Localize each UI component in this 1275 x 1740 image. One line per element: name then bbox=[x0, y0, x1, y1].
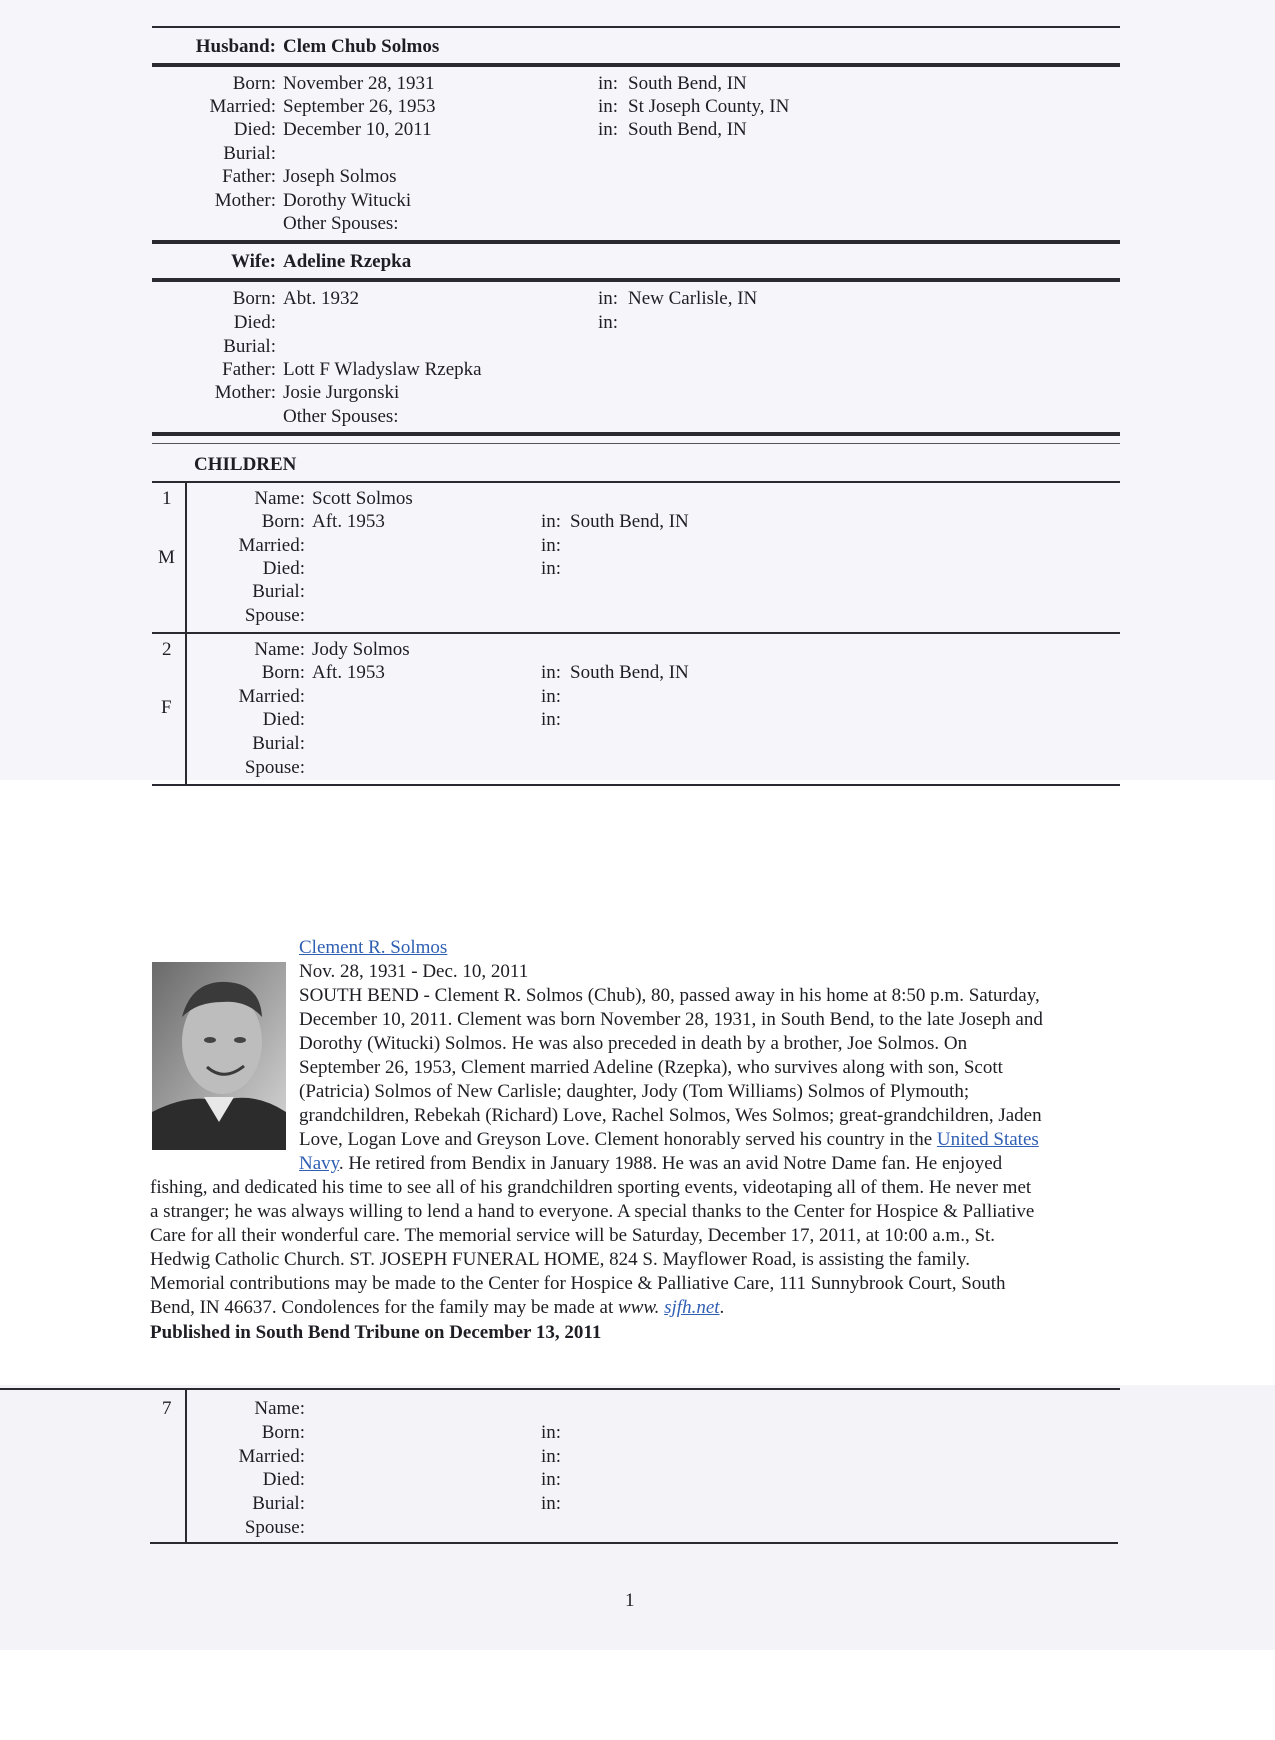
obituary-line: a stranger; he was always willing to lend a hand to everyone. A special thanks to the Center for Hospice & Palliative bbox=[150, 1201, 1035, 1222]
born-label: Born: bbox=[232, 288, 276, 309]
obituary-text: . bbox=[719, 1297, 725, 1318]
mother-label: Mother: bbox=[214, 190, 276, 211]
married-place-label: in: bbox=[541, 535, 562, 556]
obituary-name-link[interactable]: Clement R. Solmos bbox=[299, 937, 448, 958]
born-place-label: in: bbox=[541, 511, 562, 532]
married-place-label: in: bbox=[598, 96, 619, 117]
rule bbox=[152, 481, 1120, 483]
obituary-line: December 10, 2011. Clement was born November 28, 1931, in South Bend, to the late Joseph and bbox=[299, 1009, 1043, 1030]
obituary-line bbox=[299, 1128, 1039, 1152]
rule bbox=[152, 240, 1120, 244]
burial-label: Burial: bbox=[223, 143, 276, 164]
child-number: 2 bbox=[162, 639, 172, 660]
obituary-text: Love, Logan Love and Greyson Love. Clement honorably served his country in the bbox=[299, 1129, 937, 1150]
married-value: September 26, 1953 bbox=[283, 96, 436, 117]
married-label: Married: bbox=[238, 686, 305, 707]
spouse-label: Spouse: bbox=[244, 757, 305, 778]
born-place: New Carlisle, IN bbox=[628, 288, 758, 309]
burial-label: Burial: bbox=[252, 1493, 305, 1514]
page-number: 1 bbox=[625, 1590, 635, 1611]
family-group-sheet-bottom bbox=[0, 1385, 1275, 1650]
other-spouses-label: Other Spouses: bbox=[283, 213, 399, 234]
born-place-label: in: bbox=[598, 288, 619, 309]
obituary-line: Memorial contributions may be made to the Center for Hospice & Palliative Care, 111 Sunnybrook Court, South bbox=[150, 1273, 1006, 1294]
obituary-line: September 26, 1953, Clement married Adeline (Rzepka), who survives along with son, Scott bbox=[299, 1057, 1003, 1078]
rule bbox=[152, 784, 1120, 786]
died-label: Died: bbox=[262, 709, 305, 730]
name-label: Name: bbox=[254, 639, 305, 660]
obituary-text: Bend, IN 46637. Condolences for the family may be made at bbox=[150, 1297, 619, 1318]
father-value: Joseph Solmos bbox=[283, 166, 397, 187]
obituary-line: grandchildren, Rebekah (Richard) Love, Rachel Solmos, Wes Solmos; great-grandchildren, Jaden bbox=[299, 1105, 1042, 1126]
rule bbox=[152, 432, 1120, 436]
name-value: Scott Solmos bbox=[312, 488, 413, 509]
born-place-label: in: bbox=[541, 662, 562, 683]
obituary-line: Hedwig Catholic Church. ST. JOSEPH FUNERAL HOME, 824 S. Mayflower Road, is assisting the family. bbox=[150, 1249, 970, 1270]
child-divider bbox=[185, 1390, 187, 1542]
spouse-label: Spouse: bbox=[244, 1517, 305, 1538]
rule bbox=[0, 1388, 1120, 1390]
born-place: South Bend, IN bbox=[570, 662, 689, 683]
died-place-label: in: bbox=[598, 119, 619, 140]
died-place: South Bend, IN bbox=[628, 119, 747, 140]
married-label: Married: bbox=[209, 96, 276, 117]
portrait-image bbox=[152, 962, 286, 1150]
rule bbox=[152, 443, 1120, 444]
born-label: Born: bbox=[261, 511, 305, 532]
married-place: St Joseph County, IN bbox=[628, 96, 790, 117]
child-divider bbox=[185, 633, 187, 785]
sjfh-link[interactable]: sjfh.net bbox=[664, 1297, 720, 1318]
obituary-line: SOUTH BEND - Clement R. Solmos (Chub), 80, passed away in his home at 8:50 p.m. Saturday, bbox=[299, 985, 1040, 1006]
died-place-label: in: bbox=[541, 709, 562, 730]
obituary-line: (Patricia) Solmos of New Carlisle; daughter, Jody (Tom Williams) Solmos of Plymouth; bbox=[299, 1081, 970, 1102]
rule bbox=[152, 632, 1120, 634]
burial-label: Burial: bbox=[252, 581, 305, 602]
married-place-label: in: bbox=[541, 686, 562, 707]
born-label: Born: bbox=[261, 1422, 305, 1443]
rule bbox=[152, 63, 1120, 67]
father-label: Father: bbox=[222, 359, 276, 380]
born-place-label: in: bbox=[541, 1422, 562, 1443]
obituary-www: www. bbox=[618, 1297, 660, 1318]
died-value: December 10, 2011 bbox=[283, 119, 432, 140]
child-sex: M bbox=[158, 547, 175, 568]
obituary-line: Dorothy (Witucki) Solmos. He was also preceded in death by a brother, Joe Solmos. On bbox=[299, 1033, 968, 1054]
born-place: South Bend, IN bbox=[628, 73, 747, 94]
died-place-label: in: bbox=[541, 1469, 562, 1490]
born-label: Born: bbox=[232, 73, 276, 94]
rule bbox=[150, 1542, 1118, 1544]
husband-name: Clem Chub Solmos bbox=[283, 36, 440, 57]
obituary-dates: Nov. 28, 1931 - Dec. 10, 2011 bbox=[299, 961, 529, 982]
rule bbox=[152, 26, 1120, 28]
married-place-label: in: bbox=[541, 1446, 562, 1467]
burial-label: Burial: bbox=[223, 336, 276, 357]
born-value: Aft. 1953 bbox=[312, 662, 385, 683]
wife-name: Adeline Rzepka bbox=[283, 251, 412, 272]
died-place-label: in: bbox=[598, 312, 619, 333]
children-heading: CHILDREN bbox=[194, 454, 297, 475]
child-sex: F bbox=[161, 697, 172, 718]
mother-value: Josie Jurgonski bbox=[283, 382, 400, 403]
born-label: Born: bbox=[261, 662, 305, 683]
husband-heading-label: Husband: bbox=[195, 36, 276, 57]
child-number: 7 bbox=[162, 1398, 172, 1419]
died-label: Died: bbox=[262, 1469, 305, 1490]
portrait-photo bbox=[152, 962, 286, 1150]
obituary-text: . He retired from Bendix in January 1988. He was an avid Notre Dame fan. He enjoyed bbox=[338, 1153, 1003, 1174]
obituary-line: fishing, and dedicated his time to see all of his grandchildren sporting events, videotaping all of them. He never met bbox=[150, 1177, 1032, 1198]
father-value: Lott F Wladyslaw Rzepka bbox=[283, 359, 482, 380]
child-number: 1 bbox=[162, 488, 172, 509]
died-label: Died: bbox=[233, 119, 276, 140]
born-place: South Bend, IN bbox=[570, 511, 689, 532]
father-label: Father: bbox=[222, 166, 276, 187]
born-value: Abt. 1932 bbox=[283, 288, 359, 309]
mother-value: Dorothy Witucki bbox=[283, 190, 412, 211]
name-value: Jody Solmos bbox=[312, 639, 410, 660]
united-states-navy-link[interactable]: United States bbox=[936, 1129, 1039, 1150]
name-label: Name: bbox=[254, 1398, 305, 1419]
spouse-label: Spouse: bbox=[244, 605, 305, 626]
united-states-navy-link[interactable]: Navy bbox=[299, 1153, 339, 1174]
obituary-line bbox=[299, 1152, 1002, 1176]
died-label: Died: bbox=[262, 558, 305, 579]
mother-label: Mother: bbox=[214, 382, 276, 403]
obituary-line: Care for all their wonderful care. The memorial service will be Saturday, December 17, 2011, at 10:00 a.m., St. bbox=[150, 1225, 996, 1246]
name-label: Name: bbox=[254, 488, 305, 509]
wife-heading-label: Wife: bbox=[230, 251, 276, 272]
other-spouses-label: Other Spouses: bbox=[283, 406, 399, 427]
born-value: Aft. 1953 bbox=[312, 511, 385, 532]
obituary-line bbox=[150, 1296, 724, 1320]
married-label: Married: bbox=[238, 1446, 305, 1467]
born-place-label: in: bbox=[598, 73, 619, 94]
married-label: Married: bbox=[238, 535, 305, 556]
published-note: Published in South Bend Tribune on December 13, 2011 bbox=[150, 1322, 602, 1343]
died-label: Died: bbox=[233, 312, 276, 333]
burial-label: Burial: bbox=[252, 733, 305, 754]
child-divider bbox=[185, 482, 187, 633]
died-place-label: in: bbox=[541, 558, 562, 579]
rule bbox=[152, 278, 1120, 282]
burial-place-label: in: bbox=[541, 1493, 562, 1514]
born-value: November 28, 1931 bbox=[283, 73, 435, 94]
